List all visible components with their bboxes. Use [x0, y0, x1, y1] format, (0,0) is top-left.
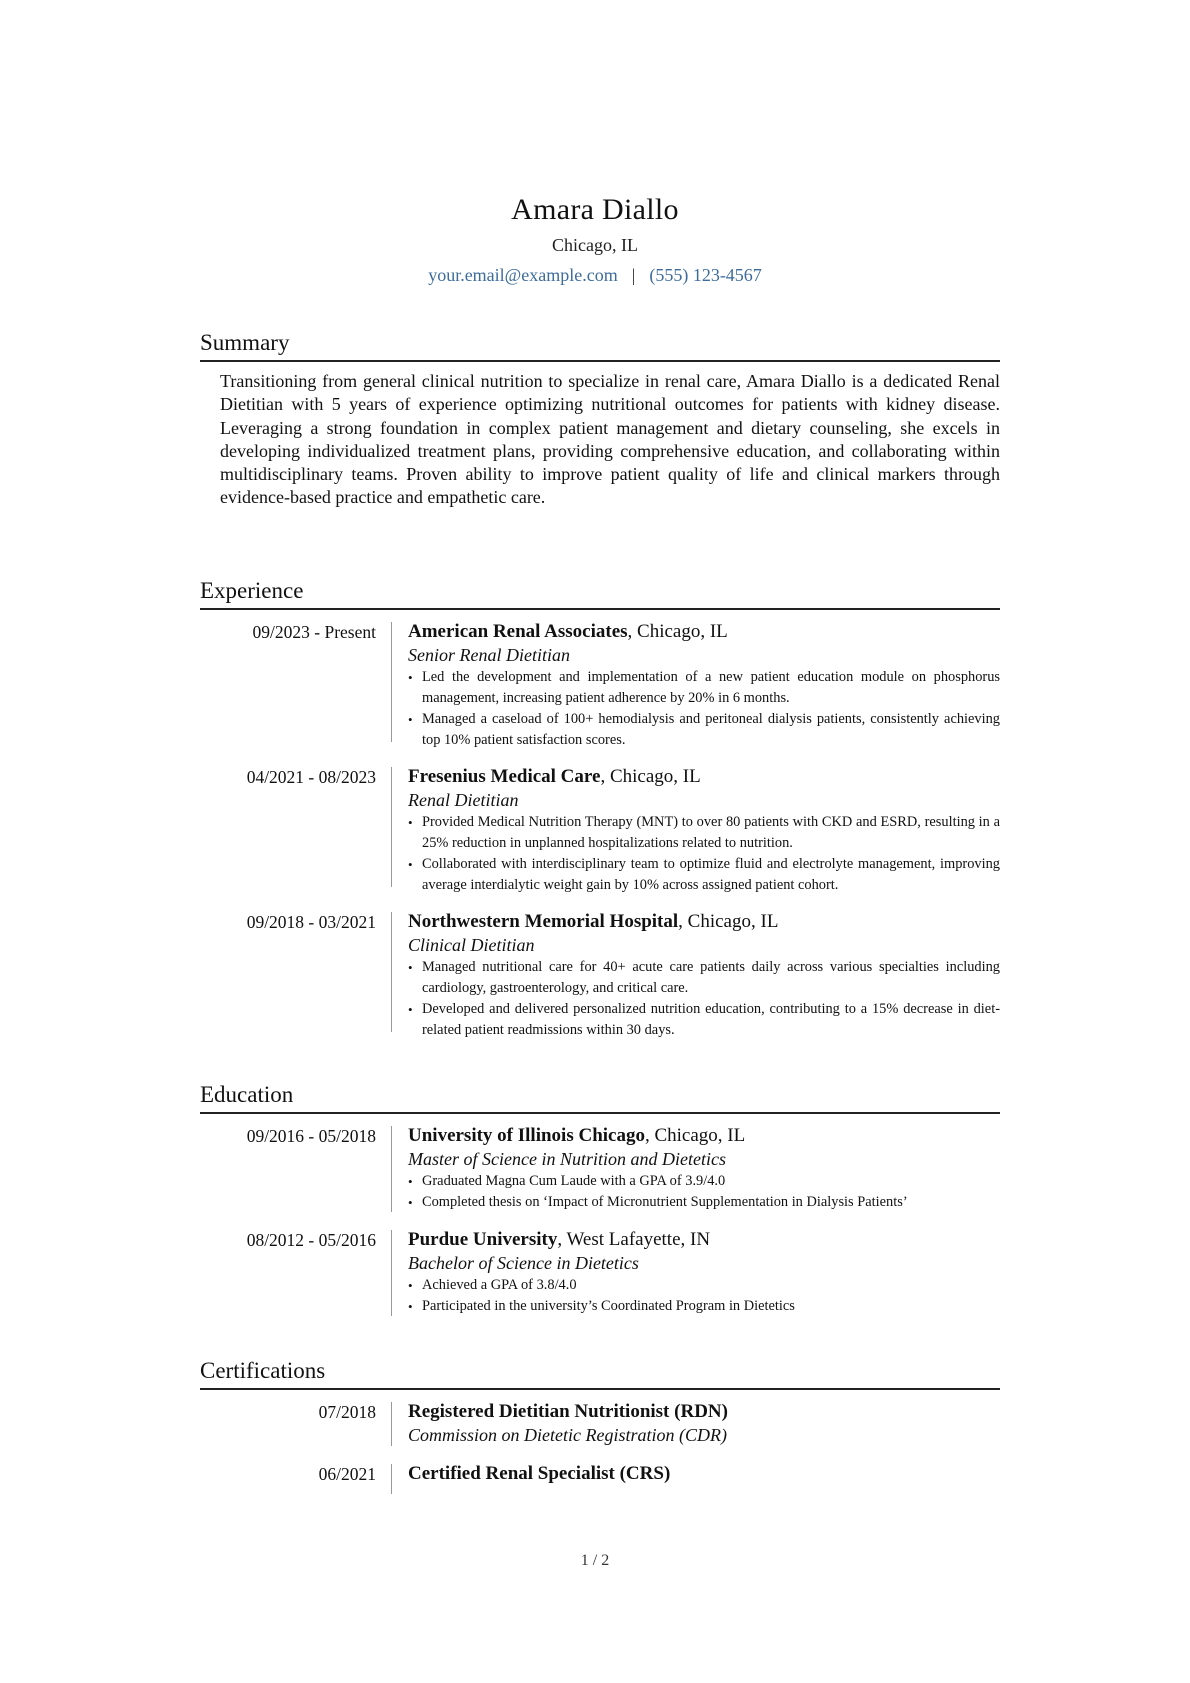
bullet-item: • Graduated Magna Cum Laude with a GPA of 3.9/4.0 — [408, 1171, 1000, 1192]
certification-name: Registered Dietitian Nutritionist (RDN) — [408, 1401, 728, 1422]
summary-text: Transitioning from general clinical nutrition to specialize in renal care, Amara Diallo is a dedicated Renal Dietitian with 5 years of experience optimizing nutritional outcomes for patients with kidney disease. Leveraging a strong foundation in complex patient management and dietary counseling, she excels in developing individualized treatment plans, providing comprehensive education, and collaborating within multidisciplinary teams. Proven ability to improve patient quality of life and clinical markers through evidence-based practice and empathetic care. — [220, 371, 1000, 508]
entry-timeline-line — [391, 1230, 392, 1316]
entry-body — [408, 1462, 1000, 1486]
certifications-heading: Certifications — [200, 1358, 326, 1383]
organization-location: , Chicago, IL — [600, 766, 701, 787]
entry-date: 04/2021 - 08/2023 — [246, 767, 376, 787]
entry-organization — [408, 765, 1000, 789]
entry-timeline-line — [391, 1464, 392, 1494]
certifications-divider — [200, 1388, 1000, 1390]
entry-date: 06/2021 — [318, 1464, 376, 1484]
entry-role: Senior Renal Dietitian — [408, 645, 570, 665]
education-divider — [200, 1112, 1000, 1114]
entry-role: Bachelor of Science in Dietetics — [408, 1253, 639, 1273]
summary-divider — [200, 360, 1000, 362]
entry-date: 09/2023 - Present — [252, 622, 376, 642]
entry-body — [408, 1400, 1000, 1447]
education-heading: Education — [200, 1082, 294, 1107]
organization-name: University of Illinois Chicago — [408, 1125, 645, 1146]
entry-body — [408, 620, 1000, 751]
organization-location: , Chicago, IL — [644, 1125, 746, 1146]
entry-body — [408, 910, 1000, 1041]
email-link[interactable]: your.email@example.com — [428, 265, 618, 285]
entry-organization — [408, 1228, 1000, 1252]
summary-heading: Summary — [200, 330, 290, 355]
contact-separator: | — [631, 265, 636, 285]
entry-organization — [408, 1124, 1000, 1148]
entry-timeline-line — [391, 622, 392, 742]
entry-date: 07/2018 — [318, 1402, 376, 1422]
entry-body — [408, 1228, 1000, 1317]
entry-bullets — [408, 812, 1000, 896]
entry-bullets — [408, 957, 1000, 1041]
entry-bullets — [408, 667, 1000, 751]
bullet-item: • Managed a caseload of 100+ hemodialysis and peritoneal dialysis patients, consistently achieving top 10% patient satisfaction scores. — [408, 709, 1000, 751]
resume-header — [0, 190, 1190, 288]
organization-name: Fresenius Medical Care — [408, 766, 601, 787]
entry-organization — [408, 1462, 1000, 1486]
entry-timeline-line — [391, 767, 392, 887]
entry-body — [408, 1124, 1000, 1213]
entry-role: Master of Science in Nutrition and Dietetics — [408, 1149, 726, 1169]
bullet-item: • Participated in the university’s Coordinated Program in Dietetics — [408, 1296, 1000, 1317]
entry-timeline-line — [391, 912, 392, 1032]
entry-bullets — [408, 1171, 1000, 1213]
candidate-location: Chicago, IL — [552, 235, 638, 255]
organization-name: American Renal Associates — [408, 621, 628, 642]
entry-organization — [408, 1400, 1000, 1424]
bullet-item: • Managed nutritional care for 40+ acute care patients daily across various specialties including cardiology, gastroenterology, and critical care. — [408, 957, 1000, 999]
phone-link[interactable]: (555) 123-4567 — [649, 265, 762, 285]
entry-bullets — [408, 1275, 1000, 1317]
bullet-item: • Led the development and implementation of a new patient education module on phosphorus management, increasing patient adherence by 20% in 6 months. — [408, 667, 1000, 709]
organization-location: , Chicago, IL — [678, 911, 779, 932]
bullet-item: • Completed thesis on ‘Impact of Micronutrient Supplementation in Dialysis Patients’ — [408, 1192, 1000, 1213]
contact-line — [0, 262, 1190, 288]
entry-organization — [408, 910, 1000, 934]
entry-timeline-line — [391, 1402, 392, 1446]
bullet-item: • Achieved a GPA of 3.8/4.0 — [408, 1275, 1000, 1296]
entry-organization — [408, 620, 1000, 644]
entry-timeline-line — [391, 1126, 392, 1212]
candidate-name: Amara Diallo — [511, 193, 679, 226]
certification-issuer: Commission on Dietetic Registration (CDR) — [408, 1425, 727, 1445]
entry-role: Renal Dietitian — [408, 790, 519, 810]
entry-date: 09/2016 - 05/2018 — [246, 1126, 376, 1146]
bullet-item: • Collaborated with interdisciplinary team to optimize fluid and electrolyte management, improving average interdialytic weight gain by 10% across assigned patient cohort. — [408, 854, 1000, 896]
entry-body — [408, 765, 1000, 896]
entry-date: 09/2018 - 03/2021 — [246, 912, 376, 932]
organization-location: , Chicago, IL — [627, 621, 728, 642]
organization-name: Purdue University — [408, 1229, 558, 1250]
experience-heading: Experience — [200, 578, 304, 603]
organization-name: Northwestern Memorial Hospital — [408, 911, 679, 932]
certification-name: Certified Renal Specialist (CRS) — [408, 1463, 671, 1484]
experience-divider — [200, 608, 1000, 610]
organization-location: , West Lafayette, IN — [557, 1229, 711, 1250]
entry-role: Clinical Dietitian — [408, 935, 535, 955]
page-number: 1 / 2 — [580, 1552, 610, 1569]
bullet-item: • Provided Medical Nutrition Therapy (MNT) to over 80 patients with CKD and ESRD, resulting in a 25% reduction in unplanned hospitalizations related to nutrition. — [408, 812, 1000, 854]
bullet-item: • Developed and delivered personalized nutrition education, contributing to a 15% decrease in diet-related patient readmissions within 30 days. — [408, 999, 1000, 1041]
entry-date: 08/2012 - 05/2016 — [246, 1230, 376, 1250]
